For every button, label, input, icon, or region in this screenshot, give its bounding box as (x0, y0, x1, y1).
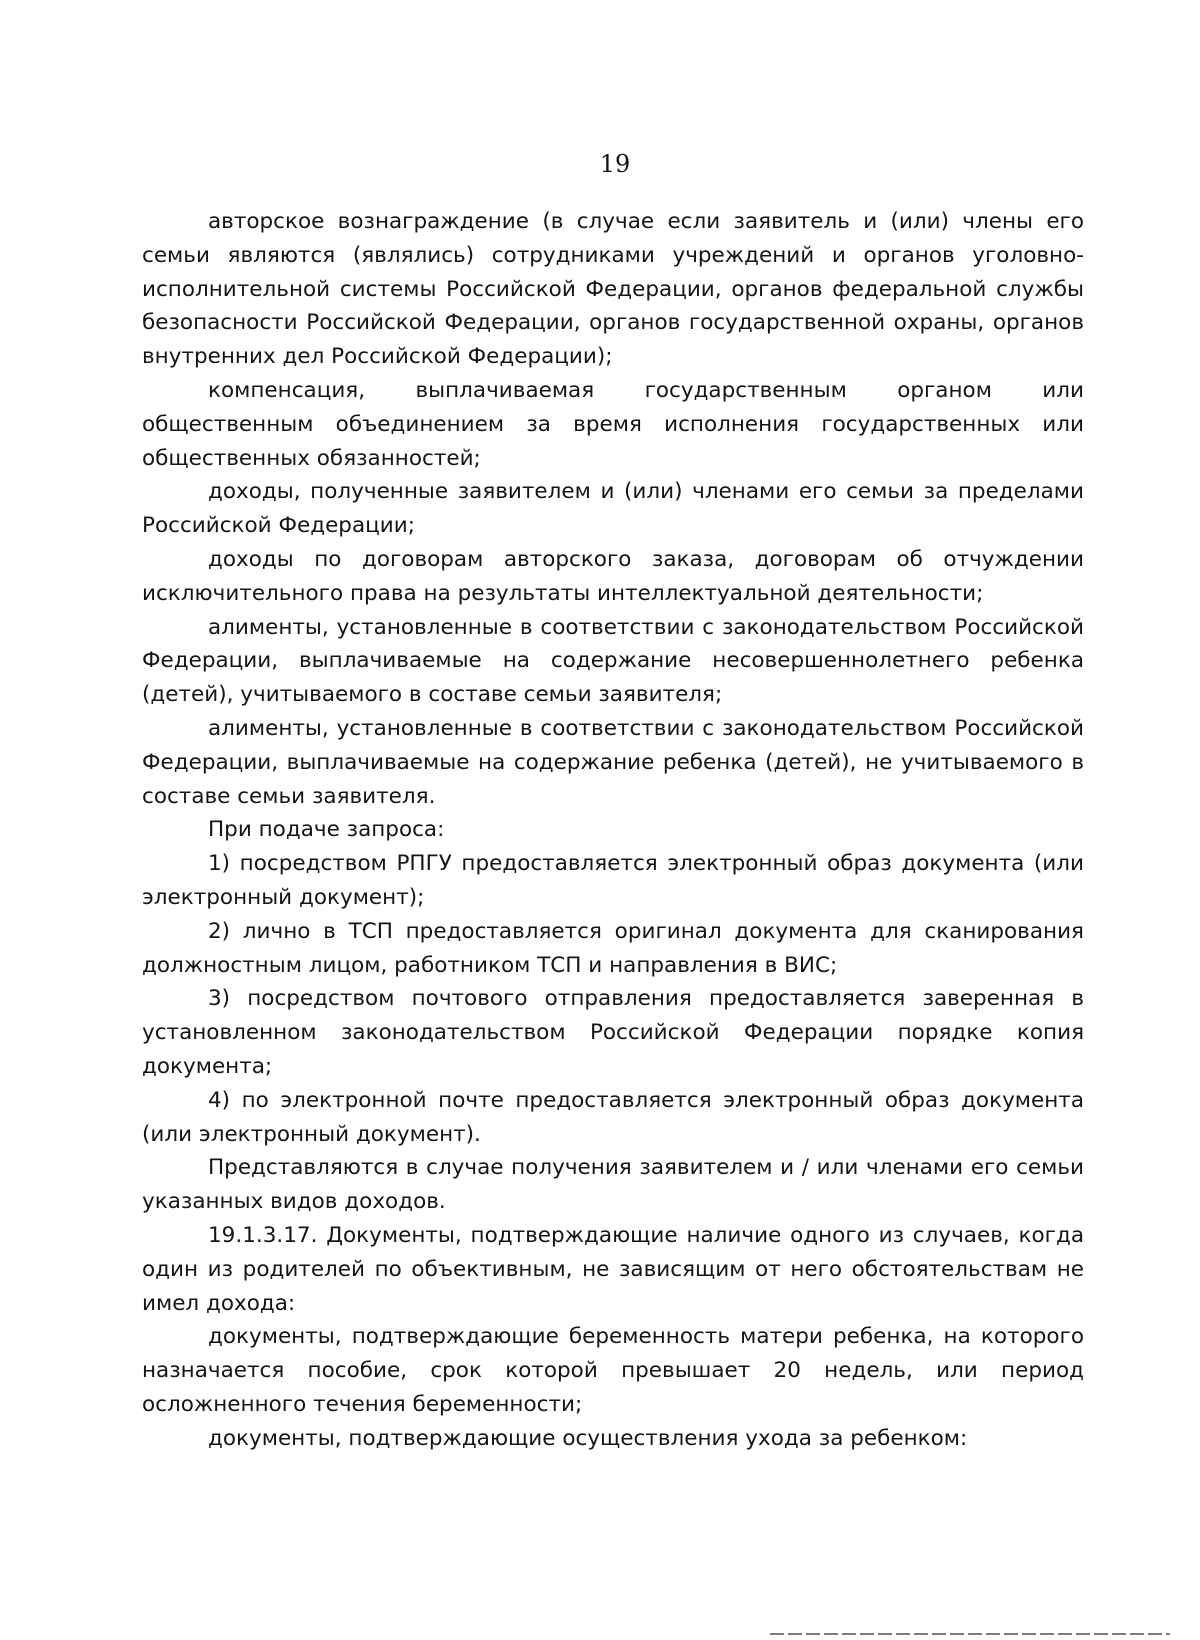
paragraph: При подаче запроса: (208, 817, 445, 843)
paragraph: документы, подтверждающие осуществления ухода за ребенком: (208, 1425, 968, 1451)
list-item: 1) посредством РПГУ предоставляется электронный образ документа (или электронный документ); (142, 851, 1084, 910)
list-item: 2) лично в ТСП предоставляется оригинал документа для сканирования должностным лицом, работником ТСП и направления в ВИС; (142, 918, 1084, 978)
page-number: 19 (599, 150, 631, 178)
list-item: 4) по электронной почте предоставляется электронный образ документа (или электронный документ). (142, 1087, 1084, 1147)
paragraph: доходы по договорам авторского заказа, договорам об отчуждении исключительного права на результаты интеллектуальной деятельности; (142, 546, 1084, 606)
paragraph: алименты, установленные в соответствии с законодательством Российской Федерации, выплачиваемые на содержание несовершеннолетнего ребенка (детей), учитываемого в составе семьи заявителя; (142, 614, 1084, 708)
paragraph: авторское вознаграждение (в случае если заявитель и (или) члены его семьи являются (являлись) сотрудниками учреждений и органов уголовно-исполнительной системы Российской Федерации, органов федеральной службы безопасности Российской Федерации, органов государственной охраны, органов внутренних дел Российской Федерации); (142, 209, 1084, 370)
paragraph: доходы, полученные заявителем и (или) членами его семьи за пределами Российской Федерации; (142, 479, 1084, 539)
paragraph: Представляются в случае получения заявителем и / или членами его семьи указанных видов доходов. (142, 1155, 1084, 1215)
paragraph: алименты, установленные в соответствии с законодательством Российской Федерации, выплачиваемые на содержание ребенка (детей), не учитываемого в составе семьи заявителя. (142, 715, 1084, 809)
footer-divider (770, 1633, 1170, 1635)
document-body (142, 205, 1084, 1455)
section-paragraph: 19.1.3.17. Документы, подтверждающие наличие одного из случаев, когда один из родителей по объективным, не зависящим от него обстоятельствам не имел дохода: (142, 1222, 1084, 1316)
list-item: 3) посредством почтового отправления предоставляется заверенная в установленном законодательством Российской Федерации порядке копия документа; (142, 986, 1084, 1079)
paragraph: документы, подтверждающие беременность матери ребенка, на которого назначается пособие, срок которой превышает 20 недель, или период осложненного течения беременности; (142, 1324, 1084, 1417)
paragraph: компенсация, выплачиваемая государственным органом или общественным объединением за время исполнения государственных или общественных обязанностей; (142, 377, 1084, 471)
